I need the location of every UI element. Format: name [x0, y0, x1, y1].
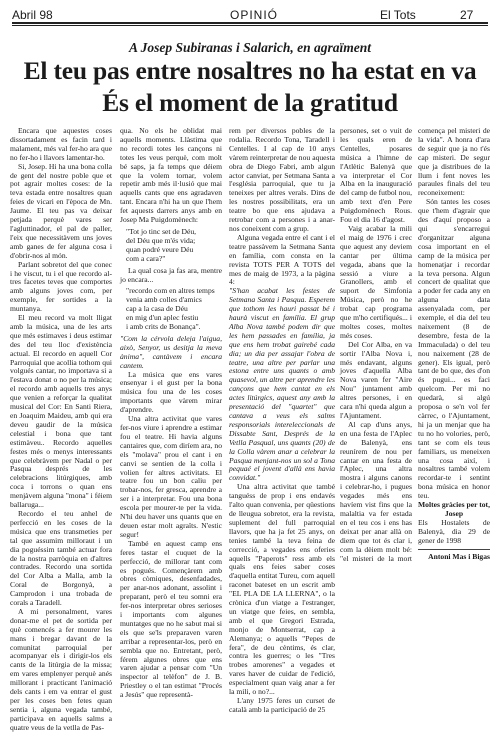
verse-quote: "Tot jo tinc set de Déu, del Déu que m'és vida; quan podré veure Déu com a cara?": [126, 226, 197, 263]
column-3: [229, 126, 335, 714]
paragraph: Una altra activitat que també tanguéss de prop i ens endavés l'alto quan convenia, per qüestions de lleugua sobretot, era la revista, suplement del full parroquial llavors, que ha ja fet 25 anys, on tenies també la teva feina de correcció, a vegades ens oferies aquells "Paperots" ress amb els quals ens feies saber coses d'aquella entitat Tureu, com aquell raconet bateset en un escrit amb "EL PLA DE LA LLERNA", o la crònica d'un viatge a l'estranger, un viatge que feies, en sembla, amb el que Gregori Estrada, monjo de Montserrat, cap a Alemanya; o aquells "Pepes de fera", de deu cèntims, és clar, contra les guerres; o les "Tres trobes amorenes" a vegades et vares haver de cuidar de l'edició, especialment quan vaig anar a fer la mili, o no?...: [229, 482, 335, 697]
masthead: [12, 3, 488, 23]
column-1: [10, 126, 112, 732]
column-2: [120, 126, 222, 700]
signoff: Moltes gràcies per tot, Josep: [418, 500, 490, 518]
paragraph: persones, set o vuit de les quals eren de Centelles, posares música a l'himne de l'Atlètic Balenyà que va interpretar el Cor Alba en la inauguració del camp de futbol nou, amb text d'en Pere Puigdomènech Rous. Fou el dia 16 d'agost.: [340, 126, 412, 225]
paragraph: Parlant sobretot del que conec i he viscut, tu i el que recordo al-tres facetes teves que comportes amb alguns joves com, per exemple, fer sortides a la muntanya.: [10, 259, 112, 314]
signature-rule: [418, 549, 490, 550]
paragraph: Vaig acabar la mili el maig de 1976 i crec que aquest any deviem cantar per última vegada, abans que la sessió a viure a Granollers, amb el suport de Simfonia Música, però no he trobat cap programa que m'ho certifiqués... i moltes coses, moltes més coses.: [340, 223, 412, 340]
publication-name: El Tots: [380, 8, 416, 22]
paragraph: La música que ens vares ensenyar i el gust per la bona música fou una de les coses importants que vàrem mirar d'aprendre.: [120, 369, 222, 415]
verse-quote: "recordo com en altres temps venia amb colles d'amics cap a la casa de Déu en mig d'un aplec festiu i amb crits de Bonança".: [126, 286, 215, 332]
paragraph: Si, Josep. Hi ha una bona colla de gent del nostre poble que et pot agrair moltes coses: de la teva estada entre nosaltres quan feies de vicari en l'època de Mn. Jaume. El teu pas va deixar petjada perquè vares ser l'agluttinador, el pal de paller, l'eix que necessitàvem uns joves amb ganes de fer alguna cosa i d'obrir-nos al món.: [10, 161, 112, 260]
column-4: [340, 127, 490, 683]
paragraph: Del Cor Alba, en va sortir l'Alba Nova i, més endavant, alguns joves d'aquella Alba Nova varen fer "Aire Nou" juntament amb altres persones, i en cara n'hi queda algun a l'Ajuntament.: [340, 339, 412, 420]
paragraph: L'any 1975 feres un curset de català amb la participació de 25: [229, 696, 335, 714]
header-rule: [12, 22, 488, 24]
subheadline: És el moment de la gratitud: [102, 88, 398, 117]
paragraph: També en aquest camp ens feres tastar el cuquet de la perfecció, de millorar tant com es pogués. Començàrem amb obres còmiques, desenfadades, per anar-nos adonant, assolint i preparant, però el teu somni era fer-nos interpretar obres serioses i importants com algunes muntatges que no he sabut mai si els que se'ls preparaven varen arribar a representar-los, però en sembla que no. Entretant, però, férem algunes obres que ens varen ajudar a pensar com "Un inspector al telèfon" de J. B. Priestley o el tan estimat "Procés a Jesús" que representà-: [120, 538, 222, 700]
paragraph: Al cap d'uns anys, en una festa de l'Aplec de Balenyà, ens reunírem de nou per cantar en una festa de l'Aplec, una altra mostra i alguns canons i celebrar-ho, i pugues vegades més ens havíem vist fins que la malaltia va fer estada en el teu cos i ens has deixat per anar allà on diem que tot és clar i, com la dèiem molt bé: "el misteri de la mort comença pel misteri de la vida". A honra d'ara de seguir que ja no t'és cap misteri. De segur que ja distribues de la llum i fent noves les paraules finals del teu reconeixement:: [340, 126, 490, 563]
paragraph: rem per diversos pobles de la rodalia. Recordo Tona, Taradell i Centelles. I al cap de 10 anys vàrem reinterpretar de nou aquesta obra de Diego Fabri, amb algun actor canviat, per Setmana Santa a l'església parroquial, que tu ja teneixes per altres verals. Dins de les nostres possibilitats, era un teatre bo que ens ajudava a retrobar com a persones i a anar-nos coneixent com a grup.: [229, 126, 335, 233]
paragraph: Encara que aquestes coses dissortadament es facin tard i malament, més val fer-ho ara que no fer-ho i llavors lamentar-ho.: [10, 126, 112, 162]
issue-date: Abril 98: [12, 8, 53, 22]
magazine-quote: "S'han acabat les festes de Setmana Santa i Pasqua. Esperem que tothom les hauri passat bé i haurà viscut en família. El grup Alba Nova també podem dir que les hem passades en família, ja que ens hem trobat gairebé cada dia; un dia per assajar l'obra de teatre, una altre per parlar una estona entre uns quants o amb quasevol, un altre per aprendre les cançons que hem cantat en els actes litúrgics, aquest any amb la presentació del "quartet" que cantava a veus els salms responsorials intereleccionals de Dissabte Sant, Després de la Vetlla Pasqual, uns quants (20) de la Colla vàrem anar a celebrar la Pasqua menjant-nos un sol a Tona pequaé el jovent d'allà ens havia convidat.": [229, 286, 335, 483]
dateline: Els Hostalets de Balenyà, dia 29 de gener de 1998: [418, 517, 490, 545]
author-name: Antoni Mas i Bigas: [428, 551, 490, 561]
paragraph: A mi personalment, vares donar-me el pet de sortida per què comencés a fer mourer les mans i bregar davant de la comunitat parroquial per acompanyar els i dirigir-los els cants de la litúrgia de la missa; em vares emplenyer perquè anés millorant i practicant l'animació dels cants i em va entrar el gust per les coses ben fetes quan sentia i, alguna vegada també, participava en aquells salms a quatre veus de la vetlla de Pas-: [10, 606, 112, 732]
headline: El teu pas entre nosaltres no ha estat en va: [23, 56, 477, 85]
page-number: 27: [460, 8, 474, 22]
paragraph: Recordo el teu anhel de perfecció en les coses de la música que ens transmeties per tal que assumim milloraut i un dia poguéssim també actuar fora de la nostra parròquia en d'altres contrades. Recordo una sortida del Cor Alba a Malla, amb la Coral de Borgonyà, a Camprodon i una trobada de corals a Taradell.: [10, 508, 112, 608]
header-rule-thin: [12, 25, 488, 26]
paragraph: Són tantes les coses que t'hem d'agrair que des d'aquí proposo a qui s'encarregui d'organitzar alguna cosa important en el camp de la música per homenatjar i recordar la teva persona. Algun concert de qualitat que a poder fer cada any en alguna data assenyalada com, per exemple, el dia del teu naixement (8 de desembre, festa de la Immaculada) o del teu nou naixement (28 de gener). Els igual, però tant de bo que, des d'on és pugui... es faci quelcom. Per mi no quedarà, si algú proposa o se'n vol fer càrrec, o l'Ajuntament, hi ja un menjar que ha tu no ho volories, però, tant se com els teus familiars, us meneixen una cosa així, i nosaltres també volem recordar-te i sentint bona música en honor teu.: [418, 197, 490, 501]
paragraph: qua. No els he oblidat mai aquells moments. Llàstima que no recordi totes les cançons ni totes les veus perquè, com molt bé saps, ja fa temps que déiem que la volem tornar, volem repetir amb més il·lusió que mai aquells cants que ens agradaven tant. Encara n'hi ha un que l'hem fet aquests darrers anys amb en Josep Ma Puigdomènech:: [120, 126, 222, 225]
paragraph: La qual cosa ja fas ara, mentre jo encara...: [120, 265, 222, 284]
dedication-byline: A Josep Subiranas i Salarich, en agraïment: [129, 40, 371, 55]
section-title: OPINIÓ: [230, 8, 279, 22]
psalm-quote: "Com la cérvola deleja l'aigua, això, Senyor, us desitja la meva ànima", cantàvem i encara cantem.: [120, 333, 222, 370]
paragraph: El meu record va molt lligat amb la música, una de les arts que més estimaves i deus estimar des del teu lloc d'existència actual. El recordo en aquell Cor Parroquial que acollia tothom qui volgués cantar, no importava si a l'estava donat o no per la música; el recordo amb aquells tres anys que venien a reforçar la qualitat musical del Cor: En Santi Riera, en Joaquim Maideu, amb qui era deveu gaudir de la música celestial i bona que tant estimàveu.. Recordo aquelles festes més o menys interessants que celebràvem per Nadal o per Pasqua després de les celebracions litúrgiques, amb coca i torrons o quan ens menjàvem alguna "mona" i féiem ballaruga...: [10, 313, 112, 510]
paragraph: Una altra activitat que vares fer-nos viure i aprendre a estimar fou el teatre. Hi havia alguns cantaires que, com diríem ara, no els "molava" prou el cant i en canvi se sentien de la colla i volien fer altres activitats. El teatre fou un bon caliu per trobar-nos, fer gresca, aprendre a ser i a interpretar. Fou una bona escola per mourer-te per la vida. N'hi deu haver uns quants que en deuen estar molt agraïts. N'estic segur!: [120, 414, 222, 539]
paragraph: Alguna vegada entre el cant i el teatre passàvem la Setmana Santa en família, com consta en la revista TOTS PER A TOTS del mes de maig de 1973, a la pàgina 4:: [229, 232, 335, 287]
